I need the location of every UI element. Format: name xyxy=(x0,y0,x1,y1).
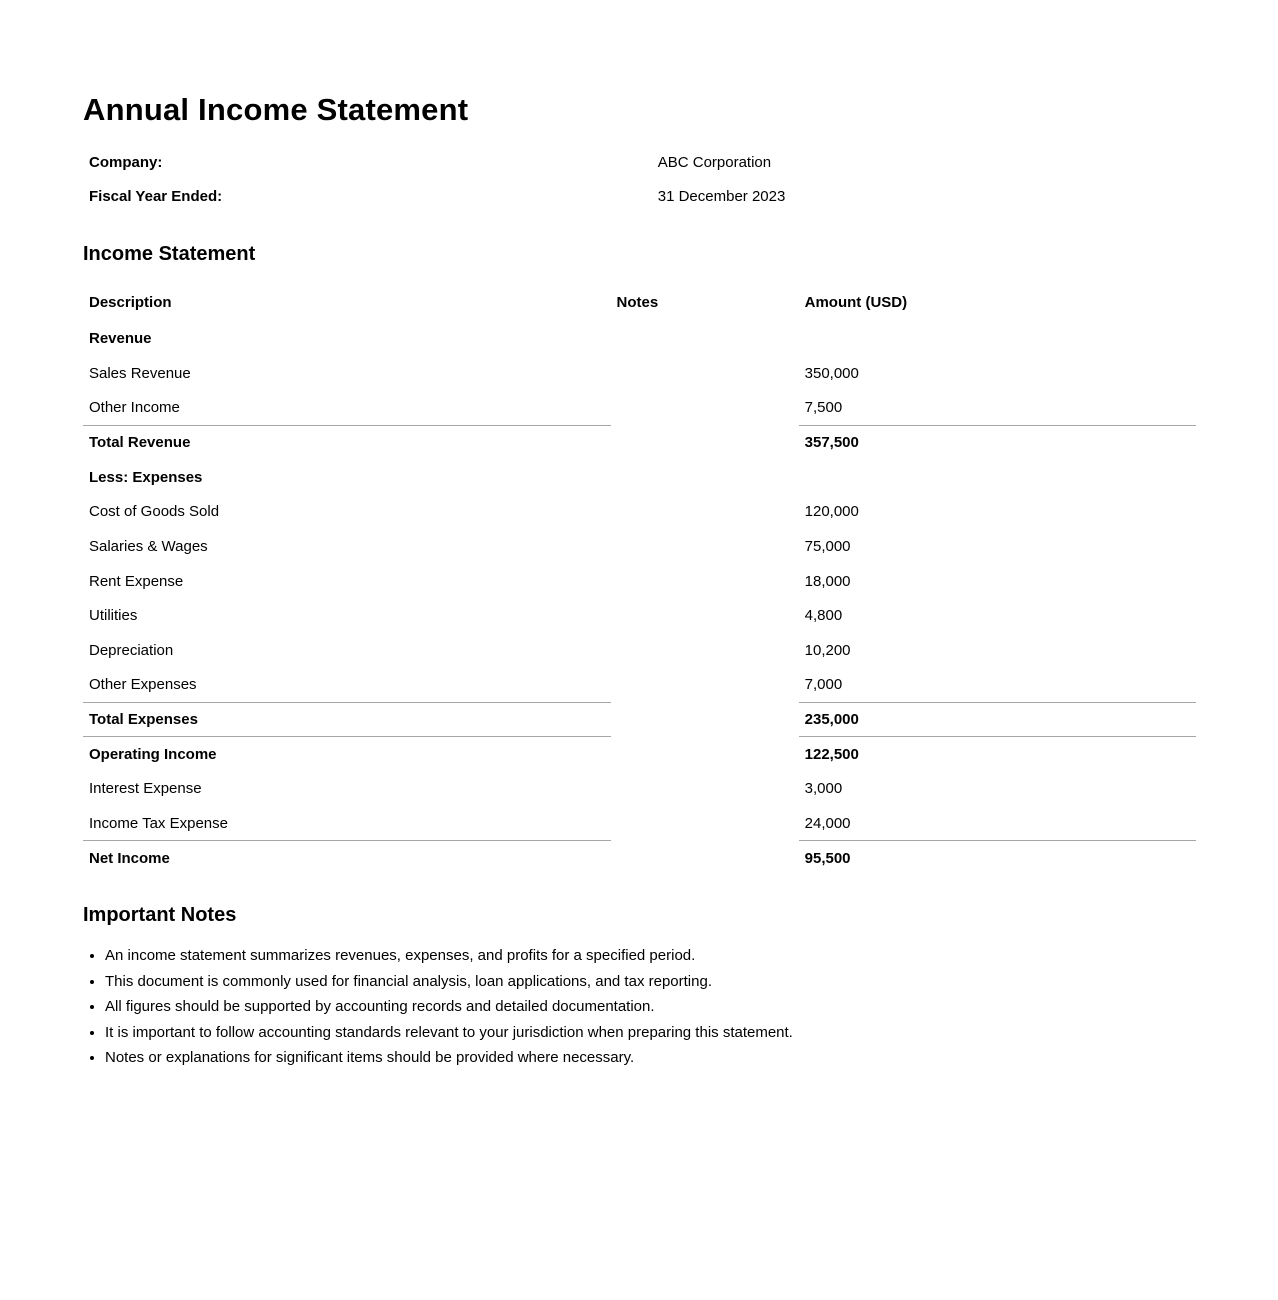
amount-cell: 18,000 xyxy=(804,572,851,590)
company-label: Company: xyxy=(89,154,163,172)
notes-cell xyxy=(611,460,799,495)
amount-cell: 24,000 xyxy=(804,814,851,832)
note-text: It is important to follow accounting standards relevant to your jurisdiction when preparing this statement. xyxy=(105,1023,793,1041)
meta-row xyxy=(83,146,1196,180)
bullet-icon xyxy=(90,954,94,958)
amount-cell xyxy=(799,460,1196,495)
table-header-row xyxy=(83,284,1196,322)
table-row-interest-expense xyxy=(83,771,1196,806)
description-cell: Operating Income xyxy=(83,737,611,772)
table-row-sales-revenue xyxy=(83,356,1196,391)
description-cell: Interest Expense xyxy=(89,780,202,798)
note-text: This document is commonly used for financial analysis, loan applications, and tax reporting. xyxy=(105,972,712,990)
description-cell: Utilities xyxy=(89,607,138,625)
table-row-net-income xyxy=(83,841,1196,876)
amount-cell: 4,800 xyxy=(804,607,843,625)
amount-cell: 10,200 xyxy=(804,641,851,659)
amount-cell: 75,000 xyxy=(804,538,851,555)
description-cell: Revenue xyxy=(89,330,152,348)
table-row-cogs xyxy=(83,495,1196,530)
table-row-total-expenses xyxy=(83,702,1196,737)
meta-row xyxy=(83,180,1196,214)
description-cell: Less: Expenses xyxy=(89,468,203,486)
amount-cell: 7,000 xyxy=(804,676,843,694)
notes-cell xyxy=(611,322,799,357)
description-cell: Other Expenses xyxy=(89,676,197,694)
meta-table xyxy=(83,146,1196,214)
notes-cell xyxy=(611,633,799,668)
table-row-total-revenue xyxy=(83,425,1196,460)
fiscal-year-value: 31 December 2023 xyxy=(657,188,786,206)
notes-cell xyxy=(611,806,799,841)
company-value: ABC Corporation xyxy=(657,154,772,172)
bullet-icon xyxy=(90,980,94,984)
description-cell: Salaries & Wages xyxy=(89,538,208,555)
notes-cell xyxy=(611,841,799,876)
amount-cell: 95,500 xyxy=(799,841,1196,876)
amount-cell: 350,000 xyxy=(804,365,859,383)
notes-cell xyxy=(611,495,799,530)
note-item xyxy=(83,943,1196,969)
bullet-icon xyxy=(90,1031,94,1035)
description-cell: Other Income xyxy=(89,399,180,417)
important-notes-list xyxy=(83,943,1196,1071)
notes-cell xyxy=(611,391,799,426)
notes-cell xyxy=(611,771,799,806)
description-cell: Cost of Goods Sold xyxy=(89,503,220,521)
note-item xyxy=(83,1045,1196,1071)
notes-cell xyxy=(611,702,799,737)
column-header-amount: Amount (USD) xyxy=(804,294,908,312)
table-row-revenue-section xyxy=(83,322,1196,357)
note-item xyxy=(83,994,1196,1020)
page-title: Annual Income Statement xyxy=(83,92,469,127)
note-item xyxy=(83,1020,1196,1046)
table-row-income-tax-expense xyxy=(83,806,1196,841)
table-row-operating-income xyxy=(83,737,1196,772)
table-row-other-income xyxy=(83,391,1196,426)
table-row-other-expenses xyxy=(83,668,1196,703)
column-header-notes: Notes xyxy=(616,294,659,312)
statement-heading: Income Statement xyxy=(83,242,256,265)
amount-cell: 235,000 xyxy=(799,702,1196,737)
table-row-depreciation xyxy=(83,633,1196,668)
description-cell: Total Expenses xyxy=(83,702,611,737)
note-text: An income statement summarizes revenues, expenses, and profits for a specified period. xyxy=(105,947,696,965)
amount-cell: 120,000 xyxy=(804,503,859,521)
important-notes-heading: Important Notes xyxy=(83,904,237,927)
fiscal-year-label: Fiscal Year Ended: xyxy=(89,188,223,206)
note-text: All figures should be supported by accounting records and detailed documentation. xyxy=(105,998,655,1016)
notes-cell xyxy=(611,425,799,460)
table-row-expenses-section xyxy=(83,460,1196,495)
description-cell: Depreciation xyxy=(89,641,174,659)
notes-cell xyxy=(611,598,799,633)
amount-cell: 122,500 xyxy=(799,737,1196,772)
amount-cell: 3,000 xyxy=(804,780,843,798)
notes-cell xyxy=(611,564,799,599)
amount-cell: 357,500 xyxy=(799,425,1196,460)
income-statement-table xyxy=(83,284,1196,876)
description-cell: Total Revenue xyxy=(83,425,611,460)
table-row-utilities xyxy=(83,598,1196,633)
amount-cell: 7,500 xyxy=(804,399,843,417)
table-row-salaries-wages xyxy=(83,529,1196,564)
note-item xyxy=(83,969,1196,995)
bullet-icon xyxy=(90,1056,94,1060)
notes-cell xyxy=(611,529,799,564)
table-row-rent-expense xyxy=(83,564,1196,599)
description-cell: Sales Revenue xyxy=(89,365,191,383)
notes-cell xyxy=(611,668,799,703)
description-cell: Income Tax Expense xyxy=(89,814,228,832)
note-text: Notes or explanations for significant items should be provided where necessary. xyxy=(105,1049,635,1067)
description-cell: Net Income xyxy=(83,841,611,876)
notes-cell xyxy=(611,737,799,772)
notes-cell xyxy=(611,356,799,391)
amount-cell xyxy=(799,322,1196,357)
description-cell: Rent Expense xyxy=(89,572,184,590)
column-header-description: Description xyxy=(89,294,172,312)
bullet-icon xyxy=(90,1005,94,1009)
